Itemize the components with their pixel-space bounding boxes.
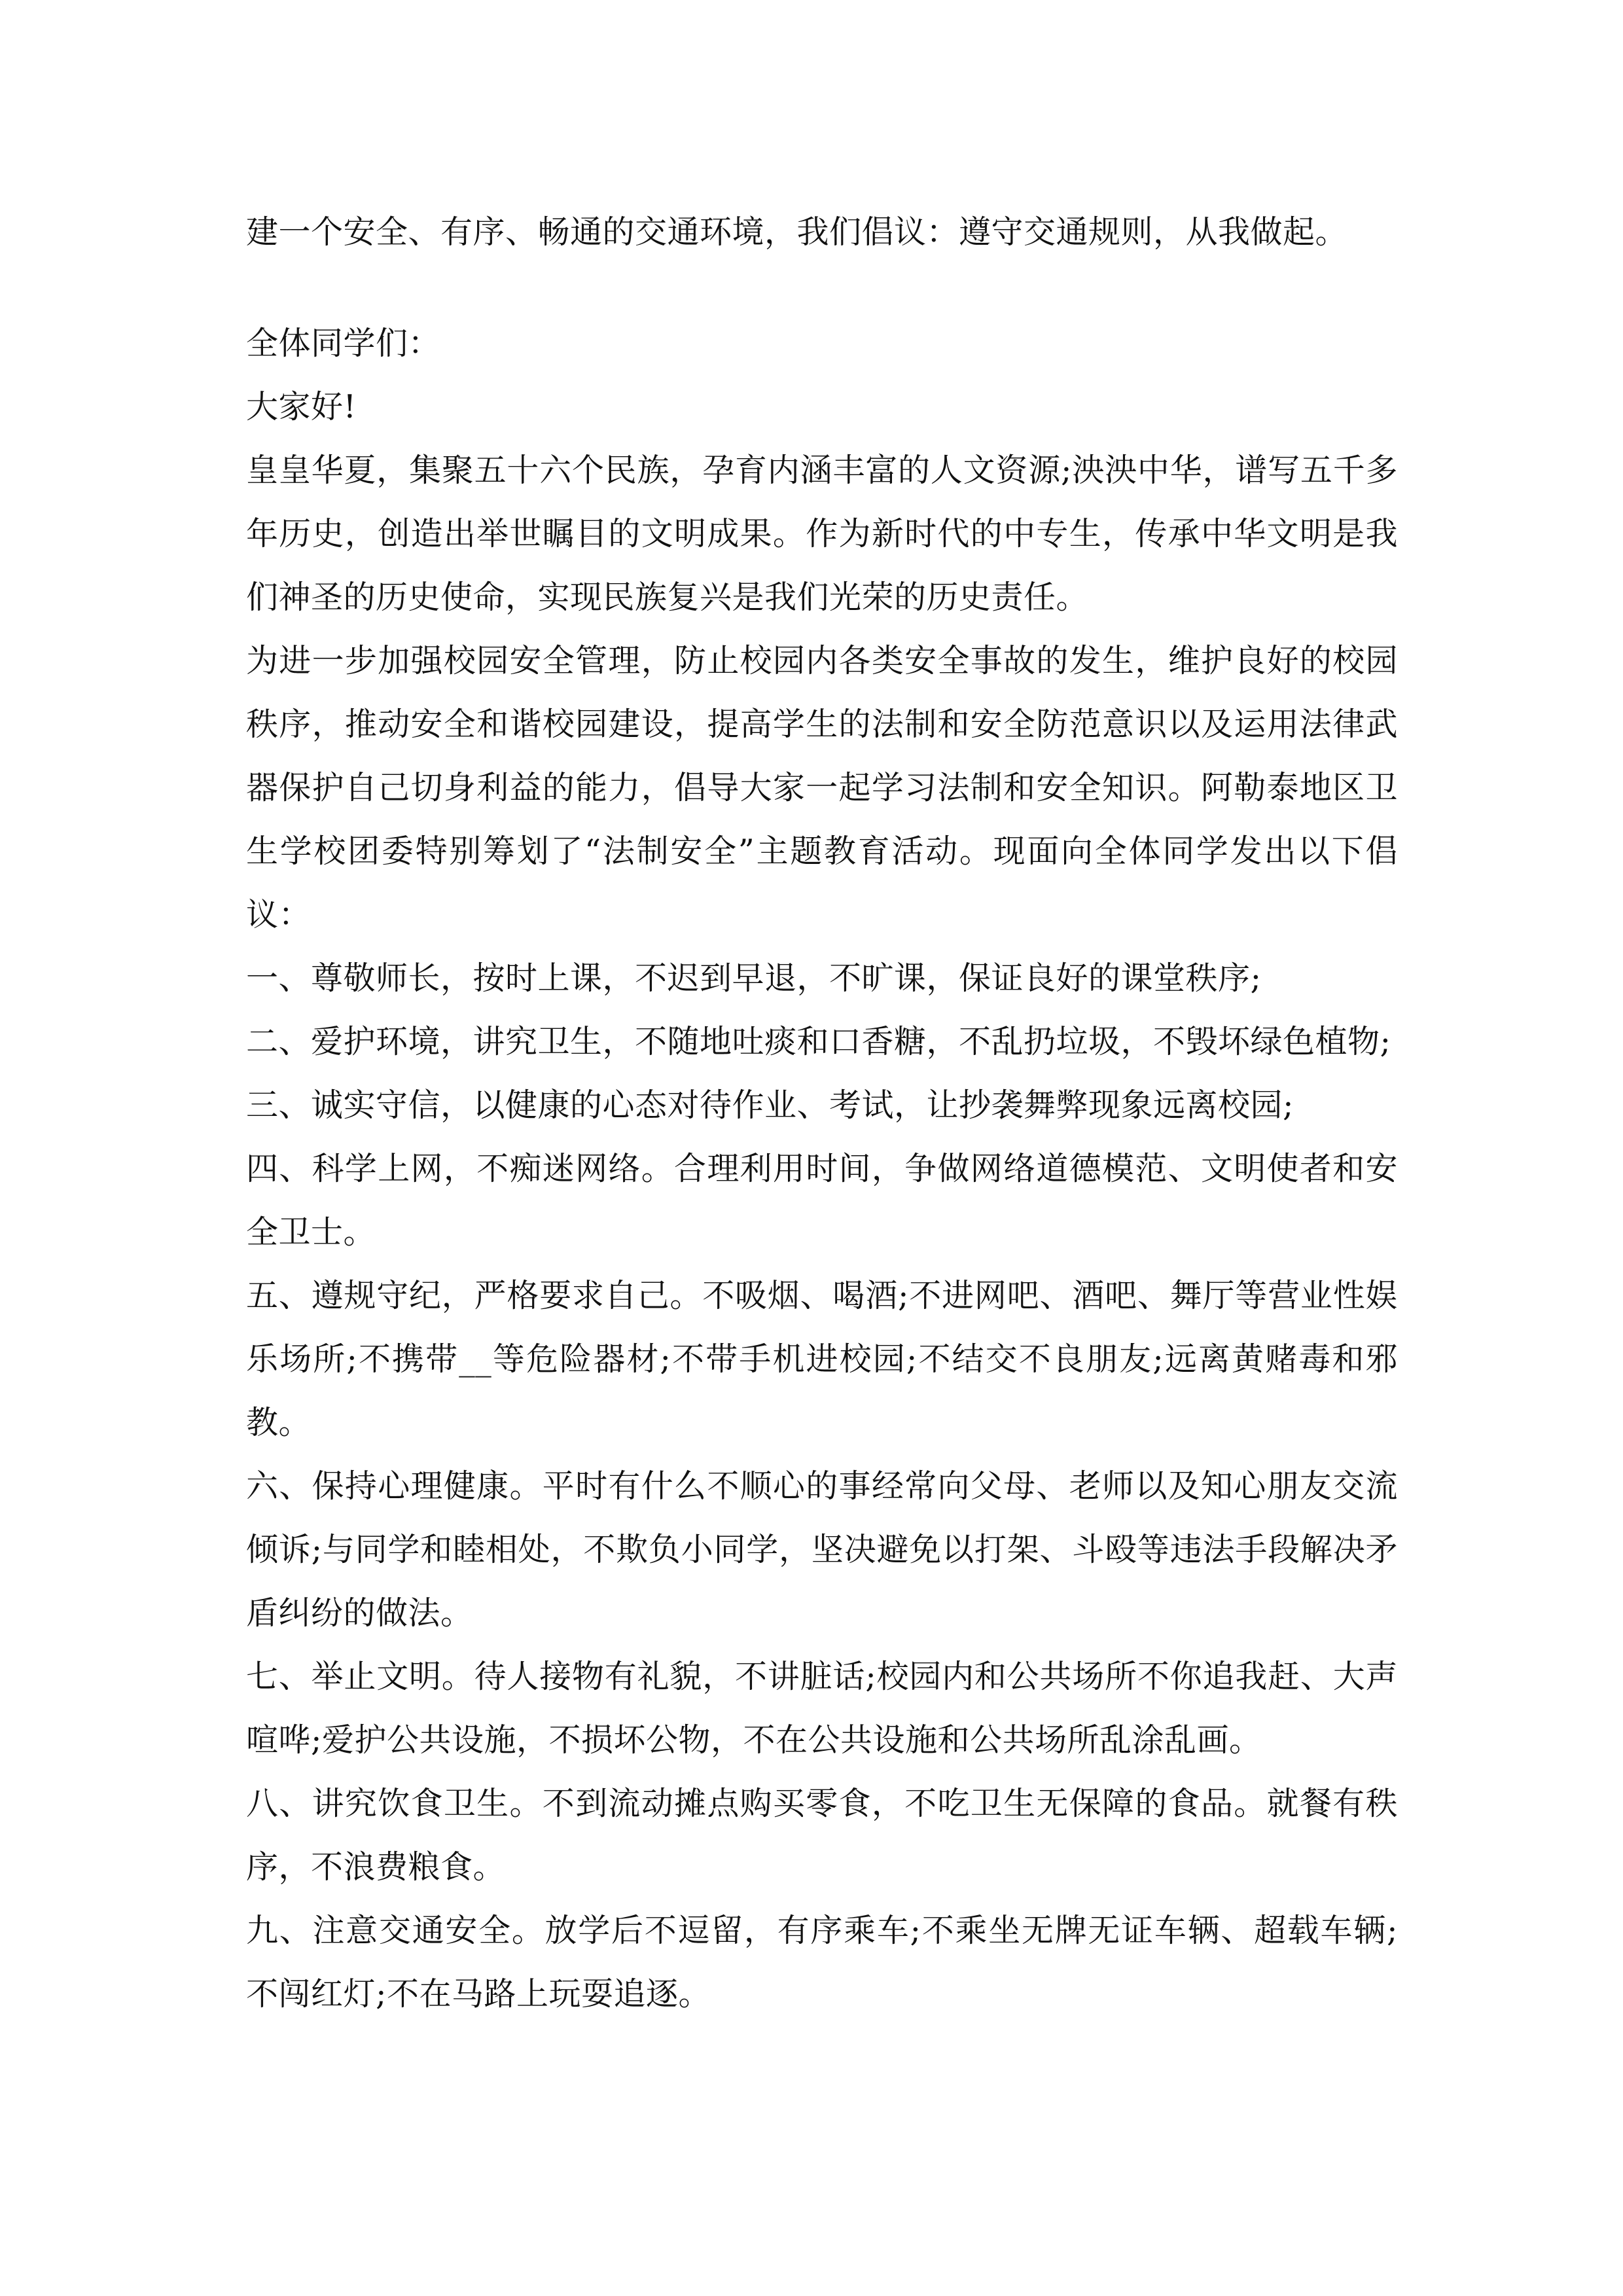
list-item: 三、诚实守信，以健康的心态对待作业、考试，让抄袭舞弊现象远离校园; [246,1086,1294,1124]
list-item: 四、科学上网，不痴迷网络。合理利用时间，争做网络道德模范、文明使者和安全卫士。 [246,1150,1398,1251]
paragraph-heritage: 皇皇华夏，集聚五十六个民族，孕育内涵丰富的人文资源;泱泱中华，谱写五千多年历史，创造出举世瞩目的文明成果。作为新时代的中专生，传承中华文明是我们神圣的历史使命，实现民族复兴是我们光荣的历史责任。 [246,452,1398,616]
document-body [246,200,1398,2026]
list-item: 九、注意交通安全。放学后不逗留，有序乘车;不乘坐无牌无证车辆、超载车辆;不闯红灯;不在马路上玩耍追逐。 [246,1912,1398,2013]
list-item: 六、保持心理健康。平时有什么不顺心的事经常向父母、老师以及知心朋友交流倾诉;与同学和睦相处，不欺负小同学，坚决避免以打架、斗殴等违法手段解决矛盾纠纷的做法。 [246,1467,1398,1632]
list-item: 二、爱护环境，讲究卫生，不随地吐痰和口香糖，不乱扔垃圾，不毁坏绿色植物; [246,1023,1391,1060]
list-item: 七、举止文明。待人接物有礼貌，不讲脏话;校园内和公共场所不你追我赶、大声喧哗;爱护公共设施，不损坏公物，不在公共设施和公共场所乱涂乱画。 [246,1658,1398,1759]
list-item: 五、遵规守纪，严格要求自己。不吸烟、喝酒;不进网吧、酒吧、舞厅等营业性娱乐场所;不携带__等危险器材;不带手机进校园;不结交不良朋友;远离黄赌毒和邪教。 [246,1277,1398,1441]
list-item: 八、讲究饮食卫生。不到流动摊点购买零食，不吃卫生无保障的食品。就餐有秩序，不浪费粮食。 [246,1785,1398,1886]
list-item: 一、尊敬师长，按时上课，不迟到早退，不旷课，保证良好的课堂秩序; [246,960,1262,997]
paragraph-initiative: 为进一步加强校园安全管理，防止校园内各类安全事故的发生，维护良好的校园秩序，推动安全和谐校园建设，提高学生的法制和安全防范意识以及运用法律武器保护自己切身利益的能力，倡导大家一起学习法制和安全知识。阿勒泰地区卫生学校团委特别筹划了“法制安全”主题教育活动。现面向全体同学发出以下倡议： [246,642,1398,933]
salutation: 全体同学们： [246,325,441,362]
intro-line: 建一个安全、有序、畅通的交通环境，我们倡议：遵守交通规则，从我做起。 [246,213,1348,251]
greeting: 大家好! [246,388,357,425]
